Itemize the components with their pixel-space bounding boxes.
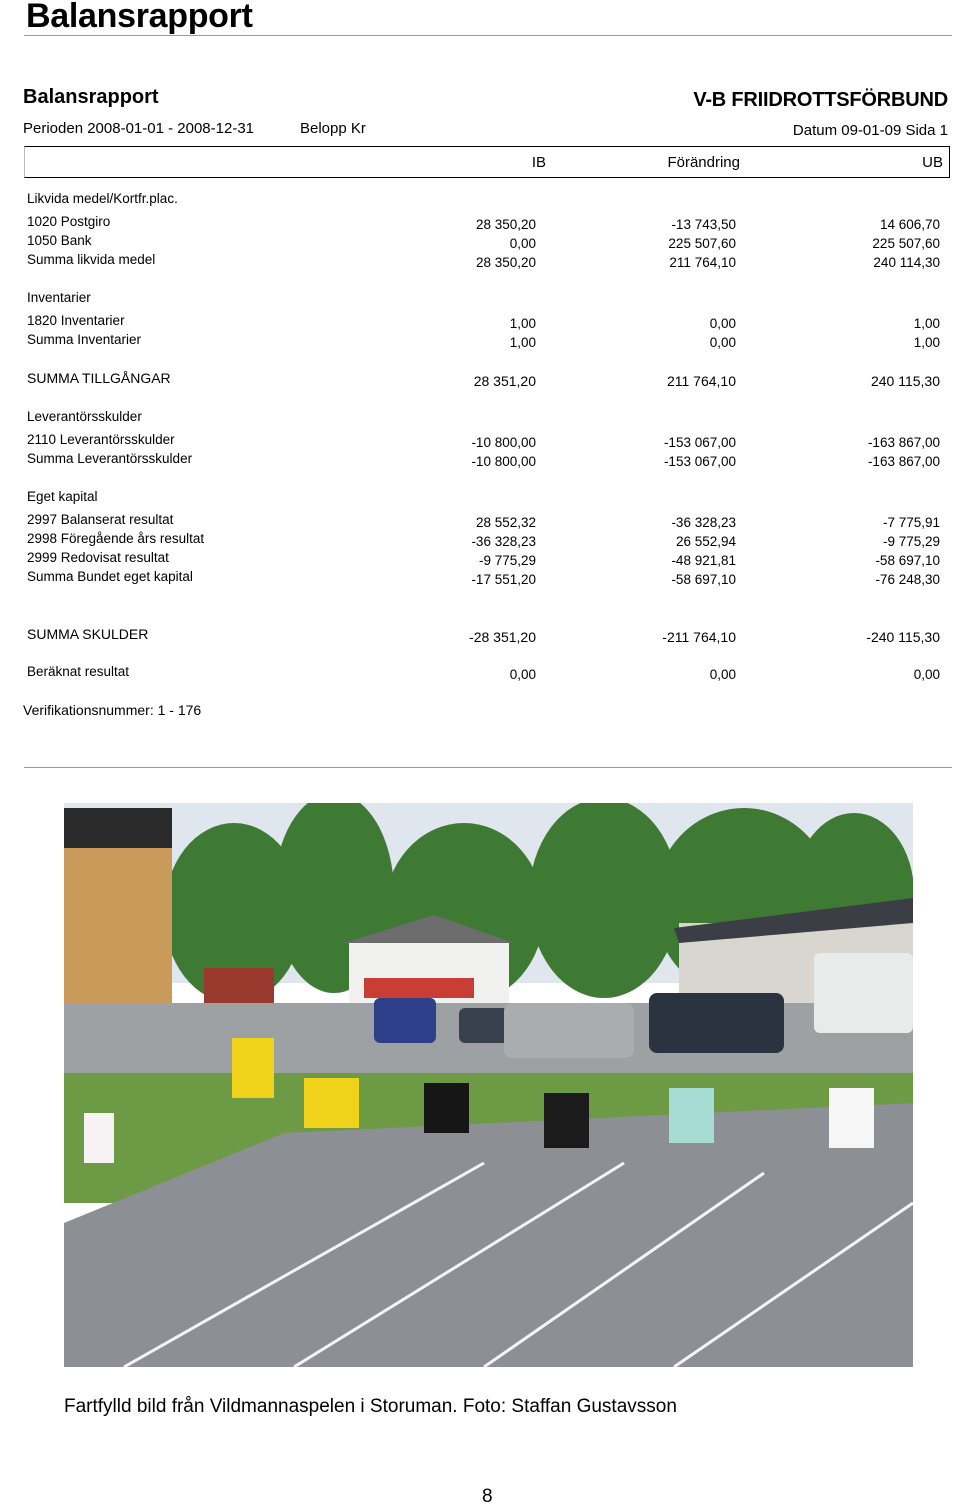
section-heading-liquid: Likvida medel/Kortfr.plac. [27, 191, 178, 206]
row-change: -48 921,81 [671, 553, 736, 568]
row-ub: 14 606,70 [879, 217, 940, 232]
race-photo [64, 803, 913, 1367]
section-heading-payables: Leverantörsskulder [27, 409, 142, 424]
row-ub: -9 775,29 [882, 534, 940, 549]
table-row [0, 332, 960, 350]
row-ib: 0,00 [509, 667, 536, 682]
table-row [0, 664, 960, 682]
report-unit: Belopp Kr [300, 120, 366, 137]
column-header-box [24, 146, 950, 178]
row-label: Summa Inventarier [27, 332, 142, 347]
middle-divider [24, 767, 952, 768]
row-ub: -163 867,00 [867, 454, 940, 469]
row-change: 211 764,10 [669, 255, 736, 270]
row-ub: 1,00 [913, 335, 940, 350]
row-label: Beräknat resultat [27, 664, 130, 679]
row-label: Summa Bundet eget kapital [27, 569, 193, 584]
photo-caption: Fartfylld bild från Vildmannaspelen i Storuman. Foto: Staffan Gustavsson [64, 1396, 677, 1417]
row-ib: 28 552,32 [475, 515, 536, 530]
column-header-ub: UB [922, 154, 943, 171]
row-ib: -36 328,23 [471, 534, 536, 549]
row-label: 2999 Redovisat resultat [27, 550, 169, 565]
row-change: 225 507,60 [668, 236, 736, 251]
row-ub: 240 114,30 [873, 255, 940, 270]
report-period: Perioden 2008-01-01 - 2008-12-31 [23, 120, 254, 137]
table-row [0, 512, 960, 530]
table-row [0, 550, 960, 568]
section-heading-equity: Eget kapital [27, 489, 98, 504]
table-row [0, 432, 960, 450]
table-row-total [0, 370, 960, 388]
table-row [0, 233, 960, 251]
table-row [0, 214, 960, 232]
column-header-change: Förändring [667, 154, 740, 171]
row-ub: 225 507,60 [872, 236, 940, 251]
row-ub: 0,00 [913, 667, 940, 682]
row-change: -58 697,10 [671, 572, 736, 587]
row-ib: -9 775,29 [478, 553, 536, 568]
row-change: -153 067,00 [663, 454, 736, 469]
row-label: 2998 Föregående års resultat [27, 531, 205, 546]
row-ib: 28 351,20 [473, 373, 536, 389]
table-row [0, 252, 960, 270]
row-change: 26 552,94 [675, 534, 736, 549]
row-label: 2997 Balanserat resultat [27, 512, 174, 527]
table-row [0, 313, 960, 331]
section-heading-inventory: Inventarier [27, 290, 91, 305]
row-ub: -163 867,00 [867, 435, 940, 450]
row-change: -153 067,00 [663, 435, 736, 450]
row-label: 1820 Inventarier [27, 313, 125, 328]
page-number: 8 [482, 1486, 493, 1507]
row-ib: -10 800,00 [471, 454, 536, 469]
table-row-total [0, 626, 960, 644]
row-ib: 0,00 [509, 236, 536, 251]
row-ub: -7 775,91 [882, 515, 940, 530]
row-change: 211 764,10 [666, 373, 736, 389]
row-change: 0,00 [709, 335, 736, 350]
row-change: 0,00 [709, 316, 736, 331]
report-title: Balansrapport [23, 86, 159, 108]
row-ub: -58 697,10 [875, 553, 940, 568]
row-change: 0,00 [709, 667, 736, 682]
row-ib: 28 350,20 [475, 255, 536, 270]
verification-numbers: Verifikationsnummer: 1 - 176 [23, 702, 202, 718]
row-change: -13 743,50 [671, 217, 736, 232]
row-label: 1050 Bank [27, 233, 92, 248]
row-ib: 28 350,20 [475, 217, 536, 232]
row-ib: 1,00 [509, 335, 536, 350]
row-ib: -17 551,20 [471, 572, 536, 587]
row-ib: -10 800,00 [471, 435, 536, 450]
row-label: SUMMA TILLGÅNGAR [27, 370, 171, 386]
page-heading: Balansrapport [26, 0, 253, 35]
row-ib: 1,00 [509, 316, 536, 331]
row-label: SUMMA SKULDER [27, 626, 149, 642]
row-change: -211 764,10 [662, 629, 736, 645]
row-label: Summa likvida medel [27, 252, 156, 267]
table-row [0, 451, 960, 469]
row-ub: -76 248,30 [875, 572, 940, 587]
organization-name: V-B FRIIDROTTSFÖRBUND [693, 89, 948, 111]
row-label: 2110 Leverantörsskulder [27, 432, 175, 447]
row-label: 1020 Postgiro [27, 214, 111, 229]
row-change: -36 328,23 [671, 515, 736, 530]
row-ub: -240 115,30 [866, 629, 940, 645]
table-row [0, 531, 960, 549]
column-header-ib: IB [531, 154, 546, 171]
row-label: Summa Leverantörsskulder [27, 451, 193, 466]
row-ub: 240 115,30 [870, 373, 940, 389]
row-ib: -28 351,20 [469, 629, 536, 645]
row-ub: 1,00 [913, 316, 940, 331]
report-date-page: Datum 09-01-09 Sida 1 [792, 122, 948, 139]
table-row [0, 569, 960, 587]
photo-red-shed [204, 968, 274, 1003]
